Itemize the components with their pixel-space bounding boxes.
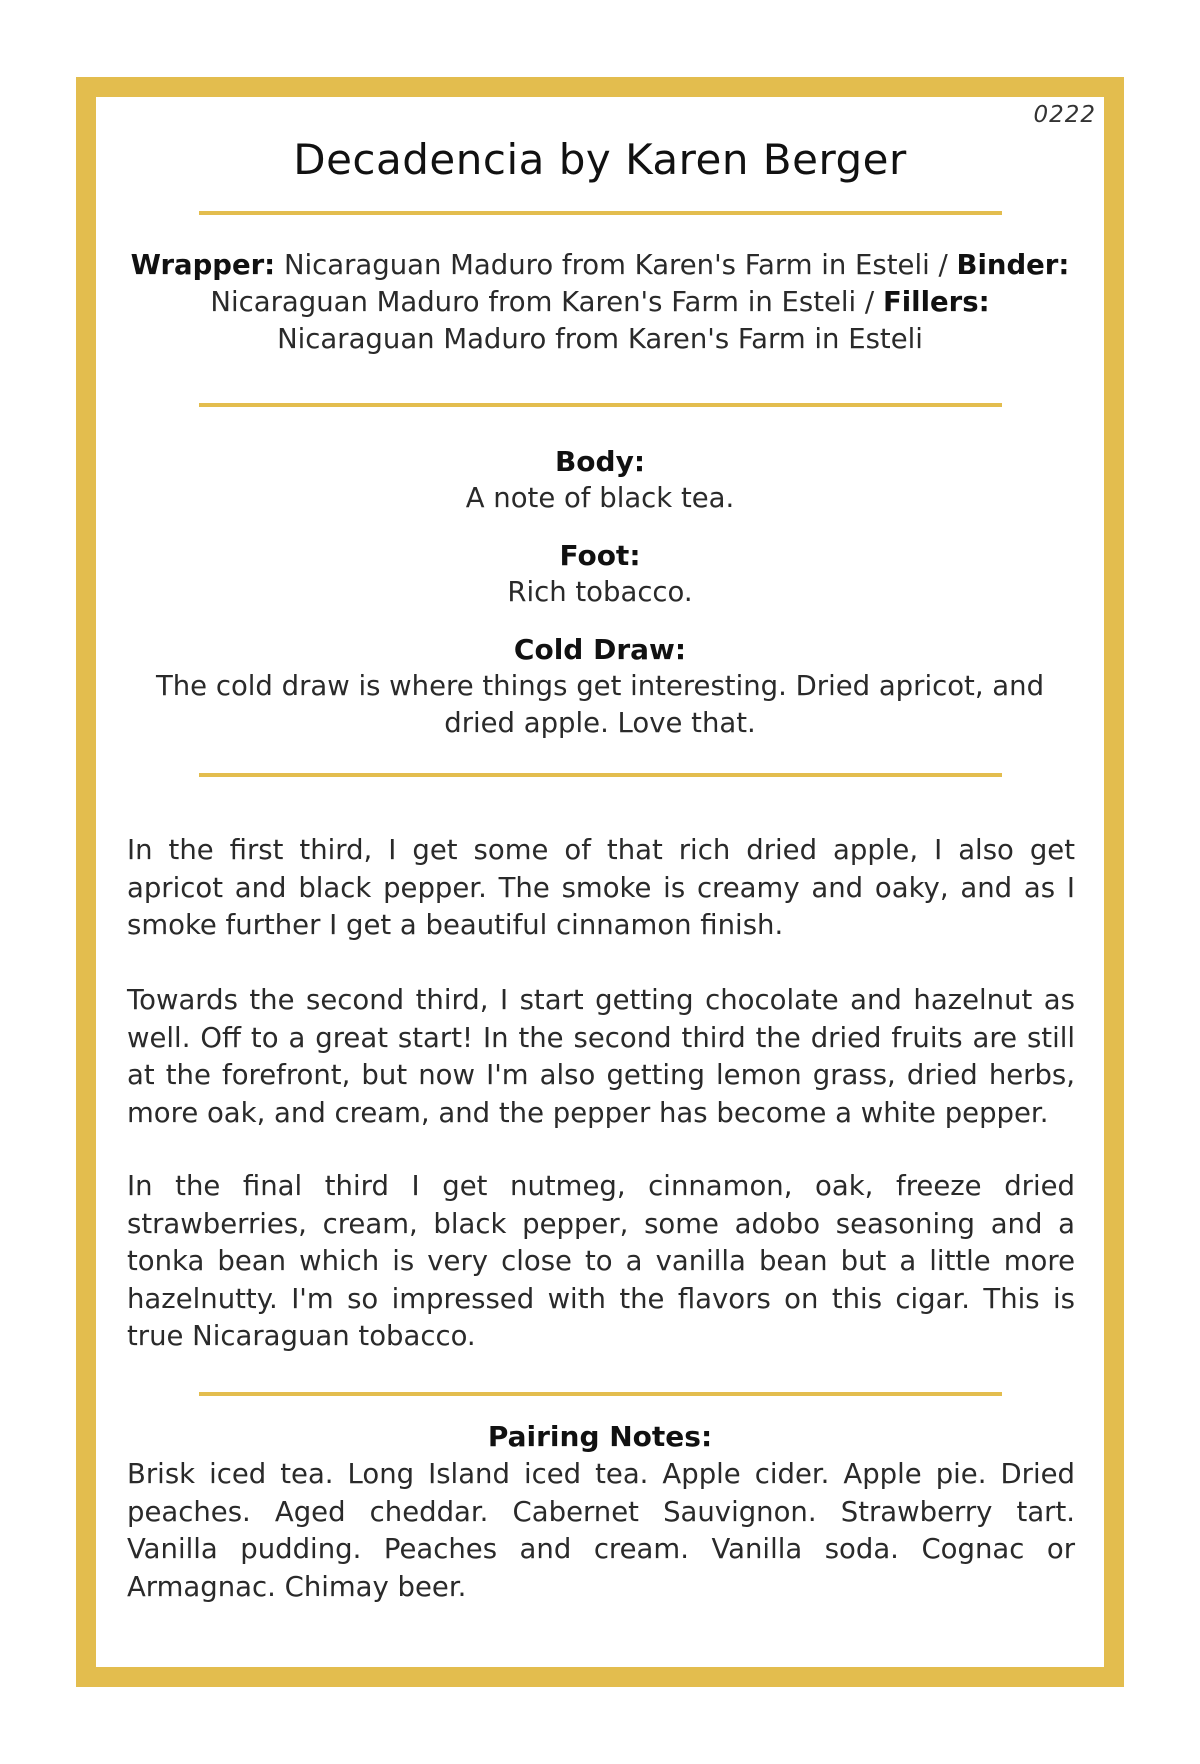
fillers-label: Fillers: <box>882 286 990 318</box>
body-text: A note of black tea. <box>465 482 735 514</box>
card-code: 0222 <box>1033 102 1096 128</box>
body-label: Body: <box>554 445 646 478</box>
page-title: Decadencia by Karen Berger <box>293 135 907 184</box>
foot-text: Rich tobacco. <box>507 576 693 608</box>
foot-label: Foot: <box>559 539 641 572</box>
wrapper-value: Nicaraguan Maduro from Karen's Farm in Esteli <box>283 249 930 281</box>
wrapper-label: Wrapper: <box>130 249 276 281</box>
fillers-value: Nicaraguan Maduro from Karen's Farm in Esteli <box>277 323 923 355</box>
spec-separator: / <box>929 249 957 281</box>
pairing-text: Brisk iced tea. Long Island iced tea. Apple cider. Apple pie. Dried peaches. Aged cheddar. Cabernet Sauvignon. Strawberry tart. Vanilla pudding. Peaches and cream. Vanilla soda. Cognac or Armagnac. Chimay beer. <box>127 1458 1075 1603</box>
cold-draw-text: The cold draw is where things get interesting. Dried apricot, and dried apple. Love that. <box>155 670 1045 739</box>
spec-separator: / <box>856 286 883 318</box>
review-paragraph: Towards the second third, I start getting chocolate and hazelnut as well. Off to a great start! In the second third the dried fruits are still at the forefront, but now I'm also getting lemon grass, dried herbs, more oak, and cream, and the pepper has become a white pepper. <box>127 984 1075 1129</box>
divider <box>199 773 1002 777</box>
pairing-label: Pairing Notes: <box>487 1420 713 1453</box>
divider <box>199 211 1002 215</box>
binder-value: Nicaraguan Maduro from Karen's Farm in Esteli <box>210 286 857 318</box>
divider <box>199 403 1002 407</box>
binder-label: Binder: <box>956 249 1070 281</box>
prelight-notes <box>130 443 1070 742</box>
cold-draw-label: Cold Draw: <box>513 633 687 666</box>
tobacco-specs <box>130 247 1070 358</box>
divider <box>199 1392 1002 1396</box>
review-paragraph: In the first third, I get some of that rich dried apple, I also get apricot and black pepper. The smoke is creamy and oaky, and as I smoke further I get a beautiful cinnamon finish. <box>127 834 1075 941</box>
review-paragraph: In the final third I get nutmeg, cinnamon, oak, freeze dried strawberries, cream, black pepper, some adobo seasoning and a tonka bean which is very close to a vanilla bean but a little more hazelnutty. I'm so impressed with the flavors on this cigar. This is true Nicaraguan tobacco. <box>127 1170 1075 1352</box>
